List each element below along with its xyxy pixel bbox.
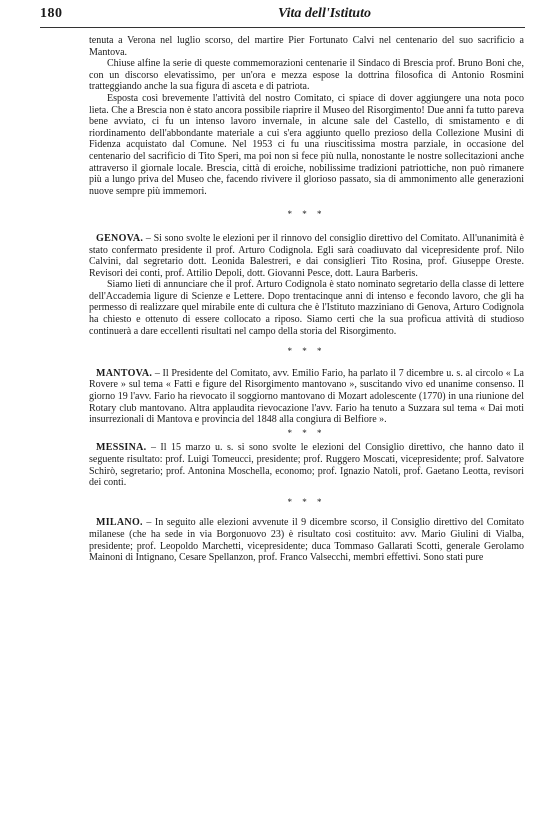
- page-header: [40, 6, 525, 26]
- mantova-text: – Il Presidente del Comitato, avv. Emilio Fario, ha parlato il 7 dicembre u. s. al circolo « La Rovere » sul tema « Fatti e figure del Risorgimento mantovano », suscitando vivo ed unanime consenso. Il giorno 19 l'avv. Fario ha rievocato il soggiorno mantovano di Mozart adolescente (1770) in una riunione del Rotary club mantovano. Altra applaudita rievocazione l'avv. Fario ha tenuto a Suzzara sul tema « Dai moti insurrezionali di Mantova e provincia del 1848 alla congiura di Belfiore ».: [89, 367, 524, 426]
- page-number: 180: [40, 6, 63, 21]
- brescia-paragraph-2: Chiuse alfine la serie di queste commemorazioni centenarie il Sindaco di Brescia prof. Bruno Boni che, con un discorso elevatissimo, per un'ora e mezza espose la dottrina filosofica di Antonio Rosmini tratteggiando anche la sua figura di asceta e di patriota.: [89, 58, 524, 93]
- header-rule: [40, 27, 525, 28]
- section-heading-milano: MILANO.: [96, 517, 143, 529]
- running-title: Vita dell'Istituto: [278, 6, 371, 21]
- genova-paragraph-2: Siamo lieti di annunciare che il prof. Arturo Codignola è stato nominato segretario della classe di lettere dell'Accademia ligure di Scienze e Lettere. Dopo trentacinque anni di intenso e fecondo lavoro, che gli ha permesso di realizzare quel mirabile ente di cultura che è l'Istituto mazziniano di Genova, Arturo Codignola ha chiesto e ottenuto di essere collocato a riposo. Siamo certi che la sua proficua attività di studioso continuerà a dare eccellenti risultati nel campo della storia del Risorgimento.: [89, 279, 524, 337]
- section-heading-genova: GENOVA.: [96, 232, 144, 244]
- section-separator: * * *: [287, 209, 326, 220]
- mantova-paragraph: [89, 368, 524, 426]
- milano-paragraph: [89, 517, 524, 563]
- genova-paragraph-1: [89, 233, 524, 279]
- messina-paragraph: [89, 442, 524, 488]
- messina-text: – Il 15 marzo u. s. si sono svolte le elezioni del Consiglio direttivo, che hanno dato il seguente risultato: prof. Luigi Tomeucci, presidente; prof. Ruggero Moscati, vicepresidente; prof. Salvatore Schirò, segretario; prof. Antonina Moschella, economo; prof. Ignazio Natoli, prof. Gaetano Leotta, revisori dei conti.: [89, 442, 524, 489]
- genova-text: – Si sono svolte le elezioni per il rinnovo del consiglio direttivo del Comitato. All'unanimità è stato confermato presidente il prof. Arturo Codignola. Egli sarà coadiuvato dal vicepresidente prof. Nilo Calvini, dal segretario dott. Leonida Balestreri, e dai consiglieri Tito Rosina, prof. Giuseppe Oreste. Revisori dei conti, prof. Attilio Depoli, dott. Giovanni Pesce, dott. Laura Barberis.: [89, 232, 524, 279]
- section-separator: * * *: [287, 496, 326, 507]
- milano-text: – In seguito alle elezioni avvenute il 9 dicembre scorso, il Consiglio direttivo del Comitato milanese (che ha sede in via Borgonuovo 23) è risultato così costituito: avv. Mario Giulini di Vialba, presidente; prof. Leopoldo Marchetti, vicepresidente; duca Tommaso Gallarati Scotti, generale Gerolamo Mainoni di Intignano, Cesare Spellanzon, prof. Franco Valsecchi, membri effettivi. Sono stati pure: [89, 517, 524, 564]
- page-body: [89, 35, 524, 564]
- section-separator: * * *: [287, 427, 326, 438]
- brescia-paragraph-3: Esposta così brevemente l'attività del nostro Comitato, ci spiace di dover aggiungere una nota poco lieta. Che a Brescia non è stato ancora possibile riaprire il Museo del Risorgimento! Due anni fa tutto pareva bene avviato, ci fu un intenso lavoro invernale, in alcune sale del Castello, di smistamento e di riordinamento dell'abbondante materiale a cui s'era aggiunto quello prezioso della Collezione Musini di Fidenza acquistato dal Comune. Nel 1953 ci fu una riuscitissima mostra parziale, in occasione del centenario del sacrificio di Tito Speri, ma poi non si fece più nulla, nonostante le nostre sollecitazioni anche attraverso il giornale locale. Brescia, città di eroiche, nobilissime tradizioni patriottiche, non può rimanere più a lungo priva del Museo che, facendo rivivere il glorioso passato, sia di ammonimento alle generazioni nuove sempre più immemori.: [89, 92, 524, 197]
- section-separator: * * *: [287, 346, 326, 357]
- brescia-paragraph-1: tenuta a Verona nel luglio scorso, del martire Pier Fortunato Calvi nel centenario del suo sacrificio a Mantova.: [89, 35, 524, 58]
- section-heading-messina: MESSINA.: [96, 442, 147, 454]
- section-heading-mantova: MANTOVA.: [96, 367, 153, 379]
